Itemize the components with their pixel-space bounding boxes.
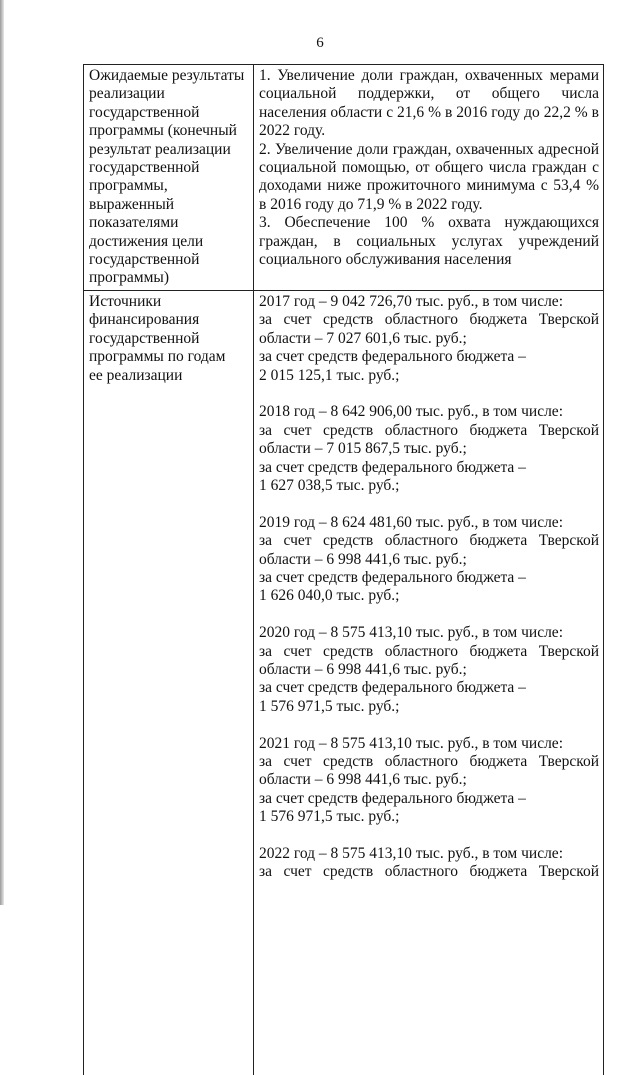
label-line: государственной (89, 329, 200, 347)
label-line: выраженный (89, 195, 175, 213)
funding-federal-label: за счет средств федерального бюджета – (259, 679, 526, 697)
label-line: достижения цели (89, 232, 204, 250)
row-label-funding-sources (84, 290, 254, 1075)
funding-year-total: 2019 год – 8 624 481,60 тыс. руб., в том числе: (259, 513, 563, 531)
program-passport-table (83, 64, 604, 1075)
spacer (259, 385, 599, 403)
row-content-funding-sources (254, 290, 604, 1075)
funding-regional-line: за счет средств областного бюджета Тверской (259, 642, 599, 660)
row-content-expected-results (254, 65, 604, 291)
label-line: реализации (89, 85, 165, 103)
funding-regional-line: за счет средств областного бюджета Тверской (259, 311, 599, 329)
funding-federal-amount: 1 627 038,5 тыс. руб.; (259, 476, 400, 494)
funding-federal-label: за счет средств федерального бюджета – (259, 789, 526, 807)
funding-year-block (259, 293, 599, 385)
page-number: 6 (316, 35, 324, 51)
funding-federal-label: за счет средств федерального бюджета – (259, 458, 526, 476)
funding-regional-amount: области – 7 027 601,6 тыс. руб.; (259, 329, 467, 347)
funding-regional-line: за счет средств областного бюджета Тверской (259, 421, 599, 439)
funding-year-total: 2022 год – 8 575 413,10 тыс. руб., в том числе: (259, 844, 563, 862)
funding-year-total: 2021 год – 8 575 413,10 тыс. руб., в том числе: (259, 734, 563, 752)
row-label-expected-results (84, 65, 254, 291)
funding-year-block (259, 624, 599, 716)
label-line: государственной (89, 103, 200, 121)
funding-regional-amount: области – 6 998 441,6 тыс. руб.; (259, 550, 467, 568)
label-line: Ожидаемые результаты (89, 67, 245, 84)
funding-federal-amount: 1 576 971,5 тыс. руб.; (259, 697, 400, 715)
funding-year-block (259, 403, 599, 495)
funding-federal-label: за счет средств федерального бюджета – (259, 348, 526, 366)
funding-regional-amount: области – 6 998 441,6 тыс. руб.; (259, 771, 467, 789)
spacer (259, 495, 599, 513)
label-line: ее реализации (89, 366, 183, 384)
table-row-funding-sources (84, 290, 604, 1075)
label-line: программы) (89, 269, 169, 287)
spacer (259, 716, 599, 734)
spacer (259, 827, 599, 845)
funding-year-block (259, 735, 599, 827)
funding-federal-amount: 2 015 125,1 тыс. руб.; (259, 366, 400, 384)
result-item: 2. Увеличение доли граждан, охваченных адресной социальной помощью, от общего числа граждан с доходами ниже прожиточного минимума с 53,4 % в 2016 году до 71,9 % в 2022 году. (259, 140, 599, 213)
table-row-expected-results (84, 65, 604, 291)
label-line: Источники (89, 292, 162, 310)
funding-regional-line: за счет средств областного бюджета Тверской (259, 752, 599, 770)
funding-year-block (259, 514, 599, 606)
result-item: 3. Обеспечение 100 % охвата нуждающихся граждан, в социальных услугах учреждений социального обслуживания населения (259, 214, 599, 269)
funding-regional-amount: области – 7 015 867,5 тыс. руб.; (259, 440, 467, 458)
label-line: показателями (89, 214, 179, 232)
label-line: программы, (89, 177, 168, 195)
label-line: государственной (89, 159, 200, 177)
label-line: государственной (89, 251, 200, 269)
scan-edge-shadow (0, 0, 4, 905)
funding-regional-line: за счет средств областного бюджета Тверской (259, 863, 599, 881)
label-line: программы (конечный (89, 122, 237, 140)
funding-year-block (259, 845, 599, 882)
spacer (259, 606, 599, 624)
funding-federal-amount: 1 576 971,5 тыс. руб.; (259, 808, 400, 826)
funding-federal-amount: 1 626 040,0 тыс. руб.; (259, 587, 400, 605)
label-line: результат реализации (89, 140, 231, 158)
result-item: 1. Увеличение доли граждан, охваченных мерами социальной поддержки, от общего числа населения области с 21,6 % в 2016 году до 22,2 % в 2022 году. (259, 67, 599, 140)
funding-year-total: 2020 год – 8 575 413,10 тыс. руб., в том числе: (259, 624, 563, 642)
funding-year-total: 2018 год – 8 642 906,00 тыс. руб., в том числе: (259, 403, 563, 421)
label-line: программы по годам (89, 348, 226, 366)
funding-regional-amount: области – 6 998 441,6 тыс. руб.; (259, 660, 467, 678)
funding-year-total: 2017 год – 9 042 726,70 тыс. руб., в том числе: (259, 292, 563, 310)
funding-federal-label: за счет средств федерального бюджета – (259, 568, 526, 586)
funding-regional-line: за счет средств областного бюджета Тверской (259, 532, 599, 550)
label-line: финансирования (89, 311, 200, 329)
